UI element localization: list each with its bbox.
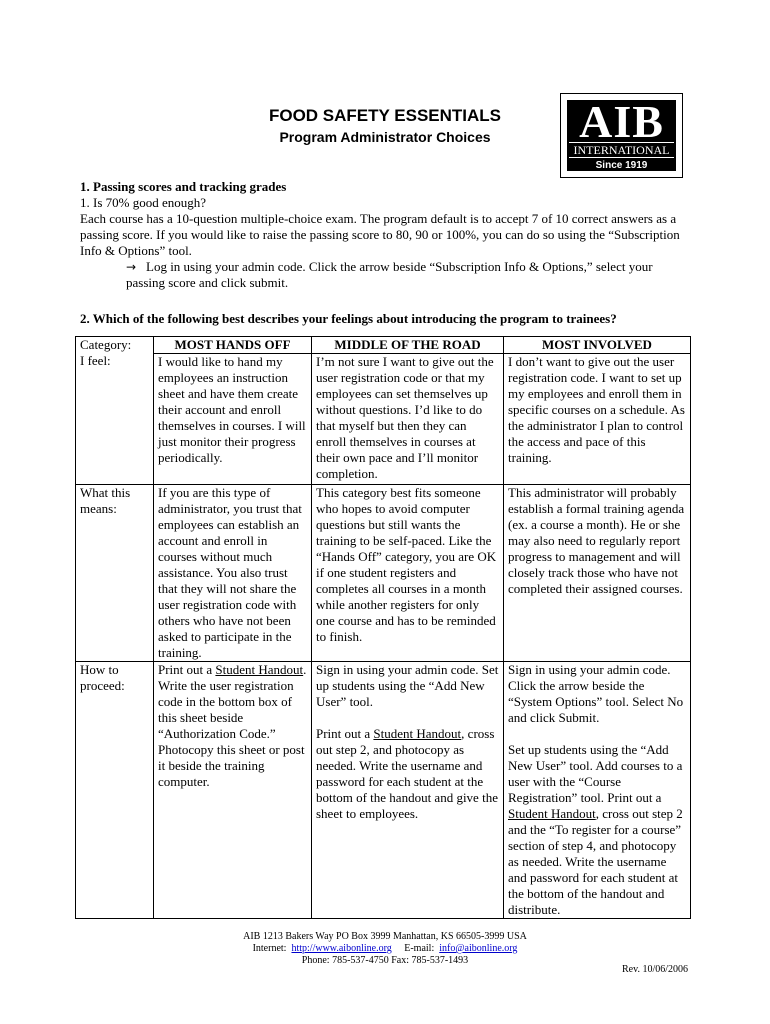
section-1-body: Each course has a 10-question multiple-choice exam. The program default is to accept 7 of 10 correct answers as a passing score. If you would like to raise the passing score to 80, 90 or 100%, you can do so using the “Subscription Info & Options” tool. [80,211,680,258]
student-handout-link[interactable]: Student Handout [215,662,304,677]
table-cell: I would like to hand my employees an instruction sheet and have them create their account and enroll themselves in courses. I will just monitor their progress periodically. [154,354,312,485]
revision-date: Rev. 10/06/2006 [621,964,688,975]
row-label-feel: I feel: [80,353,111,368]
website-link[interactable]: http://www.aibonline.org [291,943,392,954]
cell-text: , cross out step 2 and the “To register for a course” section of step 4, and photocopy as needed. Write the username and password for each student at the bottom of the handout and distribute. [508,806,683,917]
column-header-hands-off: MOST HANDS OFF [154,337,312,354]
instruction-text: Log in using your admin code. Click the arrow beside “Subscription Info & Options,” select your passing score and click submit. [126,259,653,290]
logo-international: INTERNATIONAL [569,142,674,158]
section-1 [80,179,690,291]
cell-text: Sign in using your admin code. Click the arrow beside the “System Options” tool. Select No and click Submit. [508,662,684,725]
column-header-involved: MOST INVOLVED [504,337,691,354]
cell-text: Print out a [316,726,374,741]
arrow-right-icon: → [126,260,137,274]
table-header-row [76,337,691,354]
document-subtitle: Program Administrator Choices [279,129,491,145]
cell-text: . Write the user registration code in the bottom box of this sheet beside “Authorization Code.” Photocopy this sheet or post it beside the training computer. [158,662,307,789]
footer-phone: Phone: 785-537-4750 Fax: 785-537-1493 [301,955,469,966]
choices-table [75,336,691,919]
document-title: FOOD SAFETY ESSENTIALS [268,106,502,125]
logo-since: Since 1919 [595,160,648,171]
cell-text: Sign in using your admin code. Set up students using the “Add New User” tool. [316,662,499,709]
cell-text: , cross out step 2, and photocopy as needed. Write the username and password for each student at the bottom of the handout and give the sheet to employees. [316,726,498,821]
table-row [76,354,691,485]
table-cell [312,662,504,919]
category-label: Category: [80,337,132,352]
section-1-heading: 1. Passing scores and tracking grades [80,179,287,194]
student-handout-link[interactable]: Student Handout [508,806,596,821]
aib-logo [560,93,683,178]
footer-address: AIB 1213 Bakers Way PO Box 3999 Manhattan, KS 66505-3999 USA [243,931,527,942]
table-cell: I’m not sure I want to give out the user registration code or that my employees can set themselves up without questions. I’d like to do that myself but then they can enroll themselves in courses at their own pace and I’ll monitor completion. [312,354,504,485]
section-2-heading: 2. Which of the following best describes your feelings about introducing the program to trainees? [80,311,617,326]
table-cell: I don’t want to give out the user registration code. I want to set up my employees and enroll them in specific courses on a schedule. As the administrator I plan to control the access and pace of this training. [504,354,691,485]
table-row [76,662,691,919]
student-handout-link[interactable]: Student Handout [373,726,462,741]
section-1-question: 1. Is 70% good enough? [80,195,207,210]
table-row [76,485,691,662]
logo-text: AIB [579,96,664,147]
section-1-instruction [80,259,690,291]
table-cell: This category best fits someone who hopes to avoid computer questions but still wants the training to be self-paced. Like the “Hands Off” category, you are OK if one student registers and completes all courses in a month while another registers for only one course and has to be reminded to finish. [312,485,504,662]
column-header-middle: MIDDLE OF THE ROAD [312,337,504,354]
row-label-means: What this means: [76,485,154,662]
footer-contact [150,943,620,955]
cell-text: Set up students using the “Add New User” tool. Add courses to a user with the “Course Registration” tool. Print out a [508,742,683,805]
table-cell [154,662,312,919]
table-cell [504,662,691,919]
row-label-proceed: How to proceed: [76,662,154,919]
email-link[interactable]: info@aibonline.org [439,943,518,954]
email-label: E-mail: [404,943,435,954]
category-cell [76,337,154,485]
table-cell: This administrator will probably establish a formal training agenda (ex. a course a month). He or she may also need to regularly report progress to management and will closely track those who have not completed their assigned courses. [504,485,691,662]
internet-label: Internet: [252,943,287,954]
table-cell: If you are this type of administrator, you trust that employees can establish an account and enroll in courses without much assistance. You also trust that they will not share the user registration code with others who have not been asked to participate in the training. [154,485,312,662]
cell-text: Print out a [158,662,216,677]
